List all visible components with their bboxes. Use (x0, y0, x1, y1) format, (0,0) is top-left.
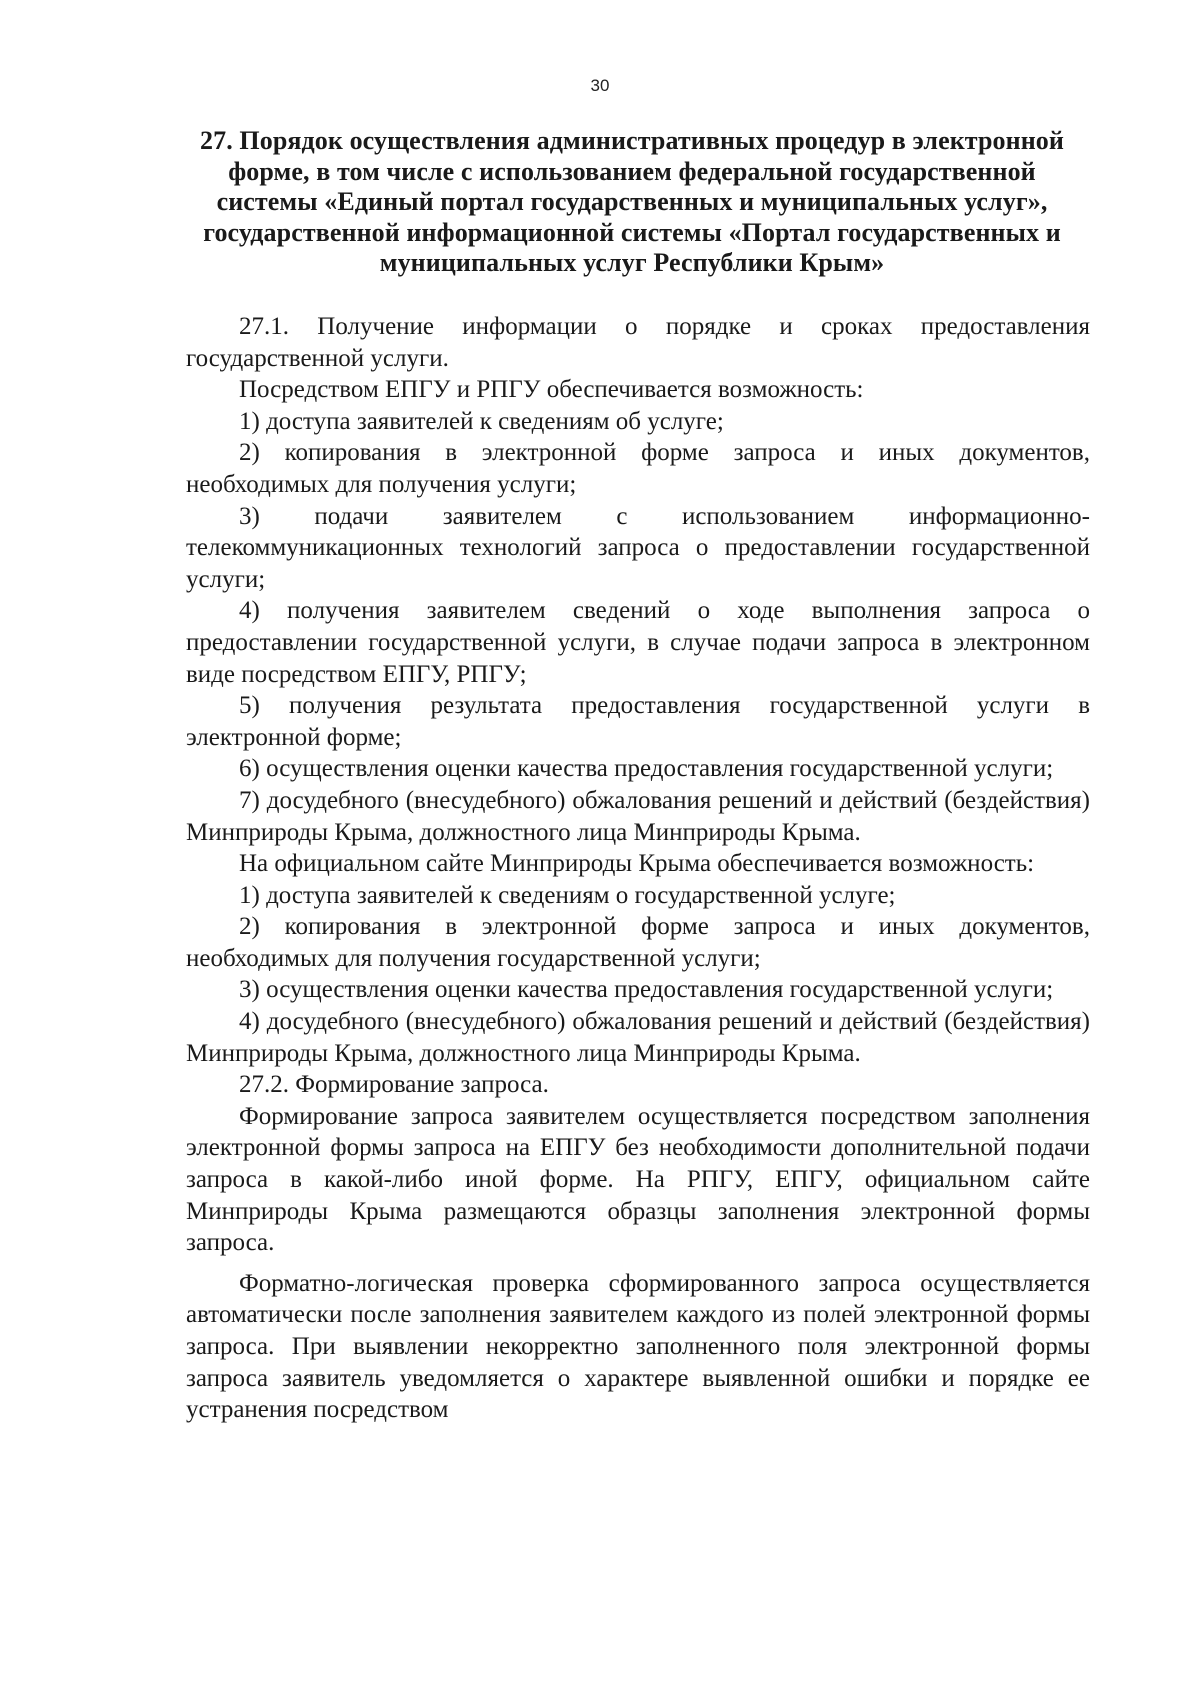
list-item: 3) подачи заявителем с использованием информационно-телекоммуникационных технологий запроса о предоставлении государственной услуги; (186, 502, 1090, 593)
paragraph-27-2: 27.2. Формирование запроса. (239, 1071, 549, 1099)
list-item: 3) осуществления оценки качества предоставления государственной услуги; (239, 976, 1054, 1004)
page-number: 30 (590, 76, 610, 95)
heading-line: государственной информационной системы «Портал государственных и (203, 217, 1061, 247)
list-item: 1) доступа заявителей к сведениям о государственной услуге; (239, 881, 896, 909)
list-item: 7) досудебного (внесудебного) обжалования решений и действий (бездействия) Минприроды Крыма, должностного лица Минприроды Крыма. (186, 786, 1090, 846)
list-item: 1) доступа заявителей к сведениям об услуге; (239, 407, 724, 435)
list-item: 6) осуществления оценки качества предоставления государственной услуги; (239, 755, 1054, 783)
paragraph-request-forming: Формирование запроса заявителем осуществляется посредством заполнения электронной формы запроса на ЕПГУ без необходимости дополнительной подачи запроса в какой-либо иной форме. На РПГУ, ЕПГУ, официальном сайте Минприроды Крыма размещаются образцы заполнения электронной формы запроса. (186, 1102, 1090, 1257)
list-item: 5) получения результата предоставления государственной услуги в электронной форме; (186, 692, 1090, 751)
document-body (186, 311, 1090, 1426)
paragraph-epgu-intro: Посредством ЕПГУ и РПГУ обеспечивается возможность: (239, 376, 864, 404)
heading-line: форме, в том числе с использованием федеральной государственной (228, 156, 1036, 186)
section-heading (168, 126, 1096, 279)
heading-line: системы «Единый портал государственных и муниципальных услуг», (216, 187, 1048, 216)
list-item: 4) досудебного (внесудебного) обжалования решений и действий (бездействия) Минприроды Крыма, должностного лица Минприроды Крыма. (186, 1008, 1090, 1067)
heading-line: 27. Порядок осуществления административных процедур в электронной (200, 126, 1064, 155)
list-item: 2) копирования в электронной форме запроса и иных документов, необходимых для получения услуги; (186, 439, 1090, 498)
paragraph-27-1: 27.1. Получение информации о порядке и сроках предоставления государственной услуги. (186, 313, 1090, 372)
heading-line: муниципальных услуг Республики Крым» (379, 248, 885, 277)
paragraph-format-check: Форматно-логическая проверка сформированного запроса осуществляется автоматически после заполнения заявителем каждого из полей электронной формы запроса. При выявлении некорректно заполненного поля электронной формы запроса заявитель уведомляется о характере выявленной ошибки и порядке ее устранения посредством (186, 1269, 1090, 1424)
list-item: 2) копирования в электронной форме запроса и иных документов, необходимых для получения государственной услуги; (186, 913, 1090, 972)
paragraph-site-intro: На официальном сайте Минприроды Крыма обеспечивается возможность: (239, 850, 1035, 878)
list-item: 4) получения заявителем сведений о ходе выполнения запроса о предоставлении государственной услуги, в случае подачи запроса в электронном виде посредством ЕПГУ, РПГУ; (186, 597, 1090, 688)
